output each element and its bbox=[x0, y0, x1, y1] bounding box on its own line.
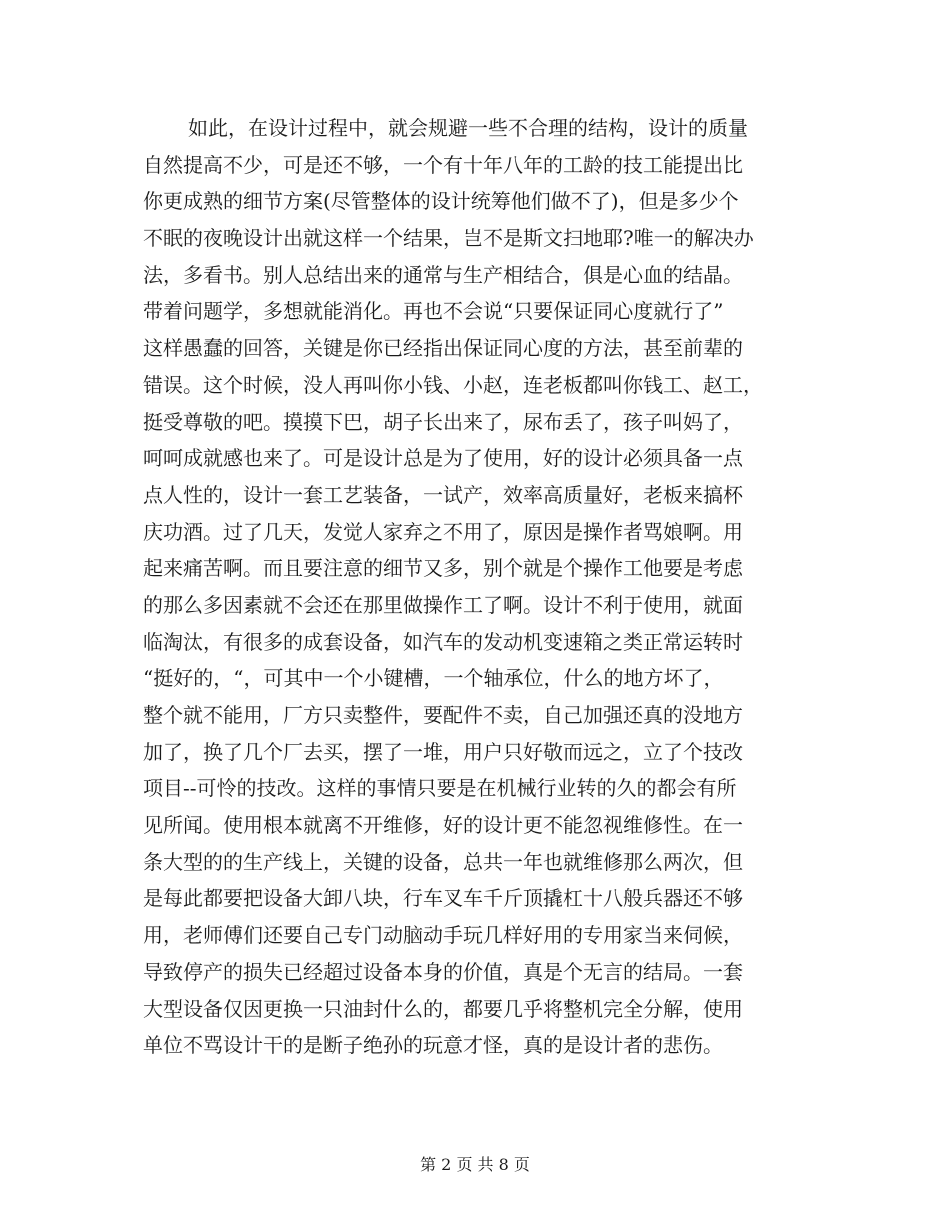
text-line: 不眠的夜晚设计出就这样一个结果，岂不是斯文扫地耶?唯一的解决办 bbox=[143, 226, 754, 251]
text-line: 见所闻。使用根本就离不开维修，好的设计更不能忽视维修性。在一 bbox=[143, 813, 743, 838]
text-line: “挺好的，“，可其中一个小键槽，一个轴承位，什么的地方坏了， bbox=[143, 666, 724, 691]
footer-prefix: 第 bbox=[420, 1155, 437, 1174]
text-line: 错误。这个时候，没人再叫你小钱、小赵，连老板都叫你钱工、赵工， bbox=[143, 372, 763, 397]
text-line: 用，老师傅们还要自己专门动脑动手玩几样好用的专用家当来伺候， bbox=[143, 923, 743, 948]
text-line: 点人性的，设计一套工艺装备，一试产，效率高质量好，老板来搞杯 bbox=[143, 482, 743, 507]
text-line: 整个就不能用，厂方只卖整件，要配件不卖，自己加强还真的没地方 bbox=[143, 703, 743, 727]
text-line: 挺受尊敬的吧。摸摸下巴，胡子长出来了，尿布丢了，孩子叫妈了， bbox=[143, 409, 743, 434]
text-line: 加了，换了几个厂去买，摆了一堆，用户只好敬而远之，立了个技改 bbox=[143, 739, 743, 764]
text-line: 如此，在设计过程中，就会规避一些不合理的结构，设计的质量 bbox=[188, 116, 748, 140]
text-line: 庆功酒。过了几天，发觉人家弃之不用了，原因是操作者骂娘啊。用 bbox=[143, 519, 743, 544]
text-line: 这样愚蠢的回答，关键是你已经指出保证同心度的方法，甚至前辈的 bbox=[143, 336, 743, 361]
text-line: 大型设备仅因更换一只油封什么的，都要几乎将整机完全分解，使用 bbox=[143, 996, 743, 1021]
page-footer bbox=[0, 1152, 950, 1175]
text-line: 起来痛苦啊。而且要注意的细节又多，别个就是个操作工他要是考虑 bbox=[143, 556, 743, 581]
text-line: 临淘汰，有很多的成套设备，如汽车的发动机变速箱之类正常运转时 bbox=[143, 629, 743, 654]
text-line: 的那么多因素就不会还在那里做操作工了啊。设计不利于使用，就面 bbox=[143, 592, 743, 617]
footer-middle: 页 共 bbox=[456, 1155, 494, 1174]
body-paragraph bbox=[143, 110, 823, 1064]
footer-suffix: 页 bbox=[513, 1155, 530, 1174]
text-line: 单位不骂设计干的是断子绝孙的玩意才怪，真的是设计者的悲伤。 bbox=[143, 1033, 723, 1058]
text-line: 是每此都要把设备大卸八块，行车叉车千斤顶撬杠十八般兵器还不够 bbox=[143, 886, 743, 911]
text-line: 你更成熟的细节方案(尽管整体的设计统筹他们做不了)，但是多少个 bbox=[143, 189, 739, 214]
text-line: 导致停产的损失已经超过设备本身的价值，真是个无言的结局。一套 bbox=[143, 959, 743, 984]
text-line: 自然提高不少，可是还不够，一个有十年八年的工龄的技工能提出比 bbox=[143, 152, 743, 177]
text-line: 带着问题学，多想就能消化。再也不会说“只要保证同心度就行了” bbox=[143, 299, 724, 324]
text-line: 项目--可怜的技改。这样的事情只要是在机械行业转的久的都会有所 bbox=[143, 776, 737, 801]
page-number: 2 bbox=[441, 1155, 452, 1174]
text-line: 法，多看书。别人总结出来的通常与生产相结合，俱是心血的结晶。 bbox=[143, 262, 743, 287]
text-line: 呵呵成就感也来了。可是设计总是为了使用，好的设计必须具备一点 bbox=[143, 446, 743, 471]
total-pages: 8 bbox=[498, 1155, 509, 1174]
text-line: 条大型的的生产线上，关键的设备，总共一年也就维修那么两次，但 bbox=[143, 849, 743, 874]
